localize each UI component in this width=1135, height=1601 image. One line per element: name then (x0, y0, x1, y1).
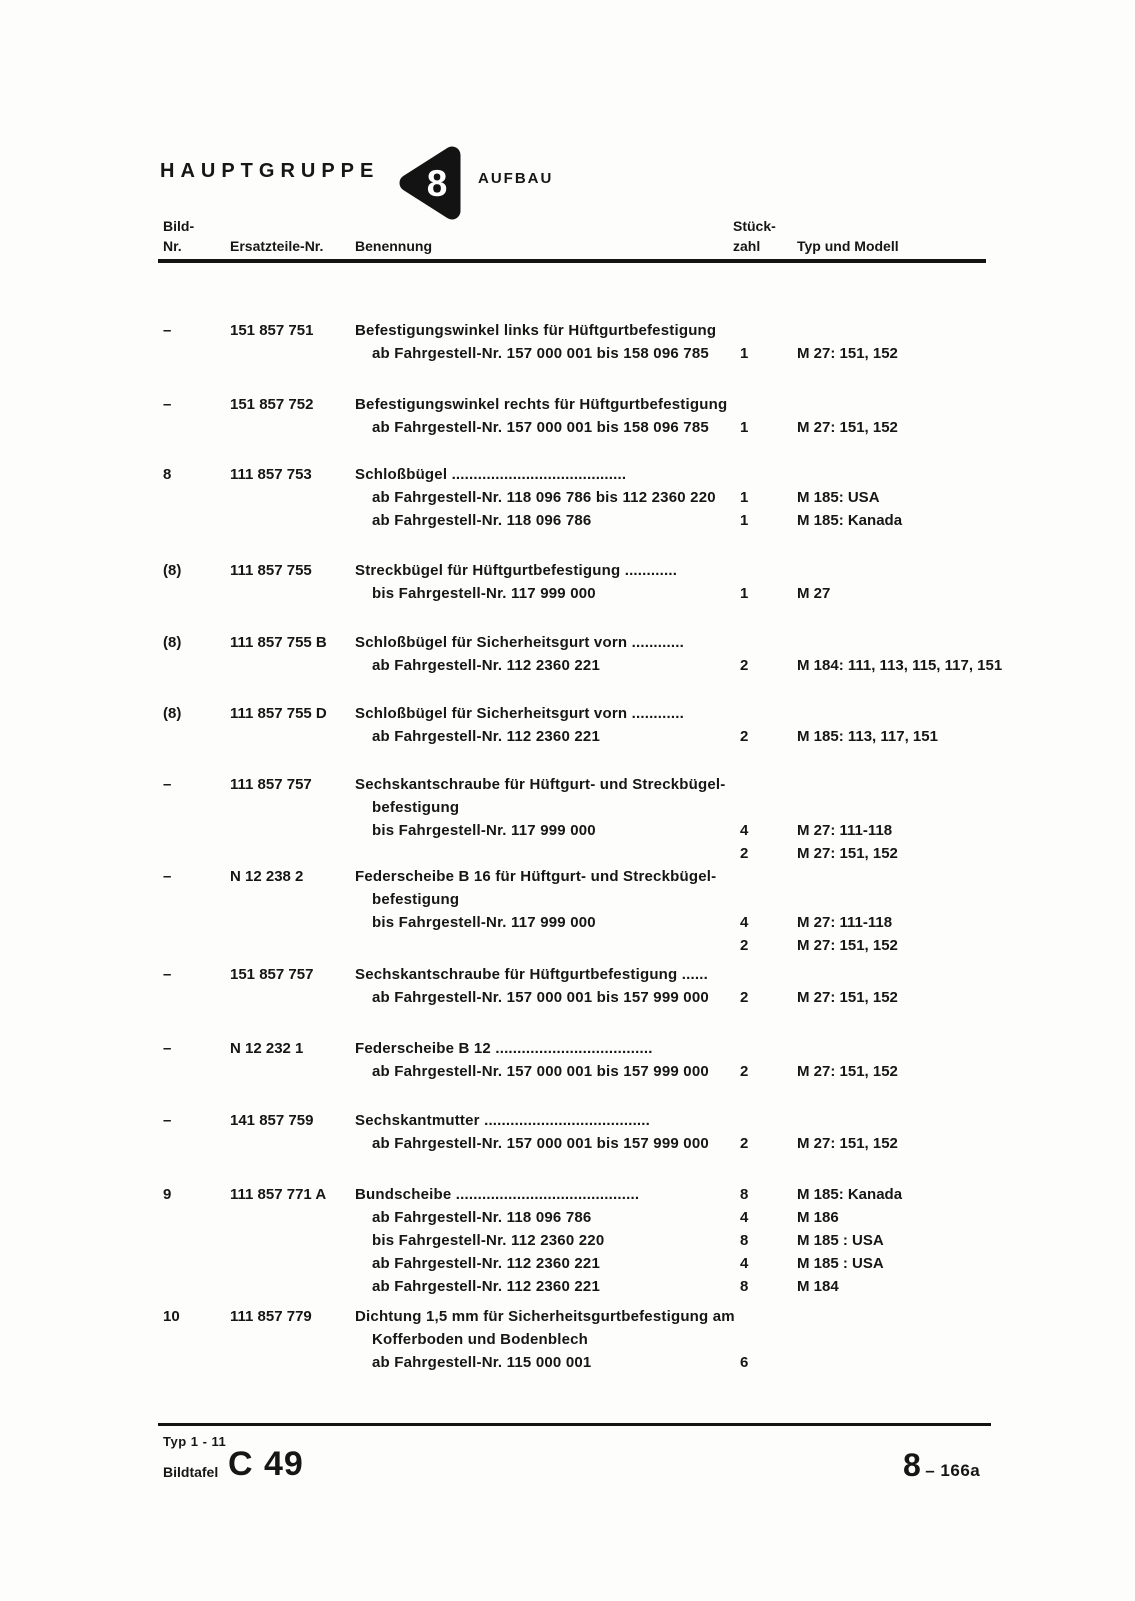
benennung-text: Federscheibe B 16 für Hüftgurt- und Streckbügel- (355, 868, 717, 885)
benennung-text: ab Fahrgestell-Nr. 157 000 001 bis 157 999 000 (372, 989, 709, 1006)
stueckzahl-value: 4 (740, 1209, 749, 1226)
typ-modell-value: M 186 (797, 1209, 839, 1226)
row-lines (355, 1186, 1115, 1301)
row-line (355, 822, 1115, 845)
row-lines (355, 868, 1115, 960)
stueckzahl-value: 2 (740, 937, 749, 954)
row-line (355, 1308, 1115, 1331)
benennung-text: ab Fahrgestell-Nr. 112 2360 221 (372, 1255, 600, 1272)
stueckzahl-value: 8 (740, 1232, 749, 1249)
part-number: 151 857 757 (230, 966, 314, 983)
row-line (355, 1186, 1115, 1209)
bild-nr: (8) (163, 634, 182, 651)
benennung-text: ab Fahrgestell-Nr. 115 000 001 (372, 1354, 592, 1371)
stueckzahl-value: 6 (740, 1354, 749, 1371)
bild-nr: (8) (163, 562, 182, 579)
row-line (355, 1040, 1115, 1063)
row-line (355, 914, 1115, 937)
part-number: 151 857 751 (230, 322, 314, 339)
benennung-text: Befestigungswinkel links für Hüftgurtbefestigung (355, 322, 717, 339)
page-title: HAUPTGRUPPE (160, 160, 380, 182)
row-line (355, 345, 1115, 368)
benennung-text: befestigung (372, 799, 460, 816)
row-lines (355, 776, 1115, 868)
row-lines (355, 1308, 1115, 1377)
benennung-text: Streckbügel für Hüftgurtbefestigung ............ (355, 562, 678, 579)
stueckzahl-value: 2 (740, 657, 749, 674)
typ-modell-value: M 27: 151, 152 (797, 345, 898, 362)
benennung-text: Kofferboden und Bodenblech (372, 1331, 589, 1348)
row-line (355, 1063, 1115, 1086)
row-line (355, 966, 1115, 989)
benennung-text: ab Fahrgestell-Nr. 118 096 786 (372, 512, 592, 529)
column-header-typ-modell: Typ und Modell (797, 238, 899, 254)
row-line (355, 705, 1115, 728)
typ-modell-value: M 27: 151, 152 (797, 1135, 898, 1152)
bild-nr: – (163, 322, 172, 339)
stueckzahl-value: 8 (740, 1278, 749, 1295)
benennung-text: Sechskantmutter ...................................... (355, 1112, 651, 1129)
stueckzahl-value: 4 (740, 822, 749, 839)
stueckzahl-value: 2 (740, 845, 749, 862)
row-line (355, 512, 1115, 535)
benennung-text: bis Fahrgestell-Nr. 117 999 000 (372, 822, 596, 839)
section-title: AUFBAU (478, 170, 554, 187)
benennung-text: ab Fahrgestell-Nr. 157 000 001 bis 157 999 000 (372, 1135, 709, 1152)
stueckzahl-value: 4 (740, 1255, 749, 1272)
typ-modell-value: M 27: 151, 152 (797, 845, 898, 862)
stueckzahl-value: 2 (740, 728, 749, 745)
row-lines (355, 705, 1115, 751)
bild-nr: – (163, 1040, 172, 1057)
bild-nr: – (163, 776, 172, 793)
row-line (355, 1331, 1115, 1354)
row-lines (355, 322, 1115, 368)
part-number: 111 857 755 (230, 562, 312, 579)
footer-page-number (903, 1447, 980, 1484)
bild-nr: – (163, 396, 172, 413)
row-line (355, 1278, 1115, 1301)
typ-modell-value: M 185 : USA (797, 1232, 884, 1249)
row-line (355, 1135, 1115, 1158)
row-lines (355, 562, 1115, 608)
part-number: 111 857 753 (230, 466, 312, 483)
row-line (355, 891, 1115, 914)
footer-rule (158, 1423, 991, 1426)
row-line (355, 989, 1115, 1012)
typ-modell-value: M 27 (797, 585, 831, 602)
row-line (355, 419, 1115, 442)
typ-modell-value: M 185 : USA (797, 1255, 884, 1272)
benennung-text: bis Fahrgestell-Nr. 112 2360 220 (372, 1232, 605, 1249)
row-line (355, 868, 1115, 891)
benennung-text: Federscheibe B 12 .................................... (355, 1040, 653, 1057)
part-number: 111 857 779 (230, 1308, 312, 1325)
group-badge (396, 143, 462, 223)
benennung-text: Schloßbügel für Sicherheitsgurt vorn ............ (355, 634, 685, 651)
benennung-text: ab Fahrgestell-Nr. 118 096 786 bis 112 2360 220 (372, 489, 716, 506)
row-lines (355, 1040, 1115, 1086)
part-number: 111 857 757 (230, 776, 312, 793)
group-badge-number: 8 (426, 163, 448, 204)
row-line (355, 1209, 1115, 1232)
row-line (355, 776, 1115, 799)
benennung-text: Sechskantschraube für Hüftgurt- und Streckbügel- (355, 776, 726, 793)
bild-nr: 9 (163, 1186, 172, 1203)
part-number: 151 857 752 (230, 396, 314, 413)
footer-plate-label: Bildtafel (163, 1464, 219, 1480)
benennung-text: Sechskantschraube für Hüftgurtbefestigung ...... (355, 966, 708, 983)
row-lines (355, 466, 1115, 535)
stueckzahl-value: 4 (740, 914, 749, 931)
row-line (355, 322, 1115, 345)
column-header-stueckzahl-line1: Stück- (733, 218, 776, 234)
column-header-bild-line2: Nr. (163, 238, 182, 254)
stueckzahl-value: 8 (740, 1186, 749, 1203)
typ-modell-value: M 184: 111, 113, 115, 117, 151 (797, 657, 1003, 674)
typ-modell-value: M 27: 111-118 (797, 822, 893, 839)
bild-nr: – (163, 1112, 172, 1129)
row-line (355, 1112, 1115, 1135)
typ-modell-value: M 185: 113, 117, 151 (797, 728, 938, 745)
group-badge-shape (396, 143, 462, 223)
typ-modell-value: M 27: 151, 152 (797, 989, 898, 1006)
benennung-text: ab Fahrgestell-Nr. 157 000 001 bis 158 096 785 (372, 419, 709, 436)
column-header-ersatzteile: Ersatzteile-Nr. (230, 238, 324, 254)
row-line (355, 845, 1115, 868)
row-line (355, 1232, 1115, 1255)
stueckzahl-value: 1 (740, 585, 749, 602)
typ-modell-value: M 185: Kanada (797, 512, 903, 529)
stueckzahl-value: 1 (740, 489, 749, 506)
row-line (355, 937, 1115, 960)
row-line (355, 799, 1115, 822)
row-line (355, 562, 1115, 585)
benennung-text: ab Fahrgestell-Nr. 157 000 001 bis 157 999 000 (372, 1063, 709, 1080)
stueckzahl-value: 2 (740, 1135, 749, 1152)
row-lines (355, 396, 1115, 442)
bild-nr: (8) (163, 705, 182, 722)
column-header-benennung: Benennung (355, 238, 432, 254)
benennung-text: Schloßbügel ........................................ (355, 466, 627, 483)
row-line (355, 728, 1115, 751)
typ-modell-value: M 185: Kanada (797, 1186, 903, 1203)
benennung-text: Schloßbügel für Sicherheitsgurt vorn ............ (355, 705, 685, 722)
bild-nr: – (163, 868, 172, 885)
typ-modell-value: M 184 (797, 1278, 839, 1295)
row-line (355, 1354, 1115, 1377)
footer-type-range: Typ 1 - 11 (163, 1434, 227, 1449)
benennung-text: ab Fahrgestell-Nr. 118 096 786 (372, 1209, 592, 1226)
row-lines (355, 1112, 1115, 1158)
footer-page-sub: – 166a (925, 1461, 981, 1480)
part-number: 111 857 771 A (230, 1186, 327, 1203)
part-number: N 12 238 2 (230, 868, 304, 885)
benennung-text: Befestigungswinkel rechts für Hüftgurtbefestigung (355, 396, 728, 413)
benennung-text: ab Fahrgestell-Nr. 112 2360 221 (372, 1278, 600, 1295)
benennung-text: ab Fahrgestell-Nr. 112 2360 221 (372, 728, 600, 745)
part-number: N 12 232 1 (230, 1040, 304, 1057)
typ-modell-value: M 27: 151, 152 (797, 1063, 898, 1080)
stueckzahl-value: 2 (740, 1063, 749, 1080)
row-lines (355, 966, 1115, 1012)
stueckzahl-value: 1 (740, 345, 749, 362)
row-line (355, 657, 1115, 680)
benennung-text: ab Fahrgestell-Nr. 157 000 001 bis 158 096 785 (372, 345, 709, 362)
column-header-stueckzahl-line2: zahl (733, 238, 761, 254)
benennung-text: bis Fahrgestell-Nr. 117 999 000 (372, 914, 596, 931)
column-header-bild-line1: Bild- (163, 218, 195, 234)
benennung-text: ab Fahrgestell-Nr. 112 2360 221 (372, 657, 600, 674)
benennung-text: bis Fahrgestell-Nr. 117 999 000 (372, 585, 596, 602)
bild-nr: 8 (163, 466, 172, 483)
row-line (355, 466, 1115, 489)
row-line (355, 1255, 1115, 1278)
bild-nr: 10 (163, 1308, 180, 1325)
part-number: 111 857 755 B (230, 634, 327, 651)
row-lines (355, 634, 1115, 680)
benennung-text: Dichtung 1,5 mm für Sicherheitsgurtbefestigung am (355, 1308, 735, 1325)
header-rule (158, 259, 986, 263)
part-number: 141 857 759 (230, 1112, 314, 1129)
typ-modell-value: M 185: USA (797, 489, 880, 506)
footer-plate-number: C 49 (228, 1445, 304, 1483)
bild-nr: – (163, 966, 172, 983)
part-number: 111 857 755 D (230, 705, 327, 722)
row-line (355, 489, 1115, 512)
footer-page-main: 8 (903, 1447, 921, 1483)
benennung-text: Bundscheibe .......................................... (355, 1186, 640, 1203)
stueckzahl-value: 2 (740, 989, 749, 1006)
row-line (355, 396, 1115, 419)
typ-modell-value: M 27: 151, 152 (797, 419, 898, 436)
stueckzahl-value: 1 (740, 419, 749, 436)
row-line (355, 634, 1115, 657)
typ-modell-value: M 27: 151, 152 (797, 937, 898, 954)
benennung-text: befestigung (372, 891, 460, 908)
row-line (355, 585, 1115, 608)
typ-modell-value: M 27: 111-118 (797, 914, 893, 931)
stueckzahl-value: 1 (740, 512, 749, 529)
